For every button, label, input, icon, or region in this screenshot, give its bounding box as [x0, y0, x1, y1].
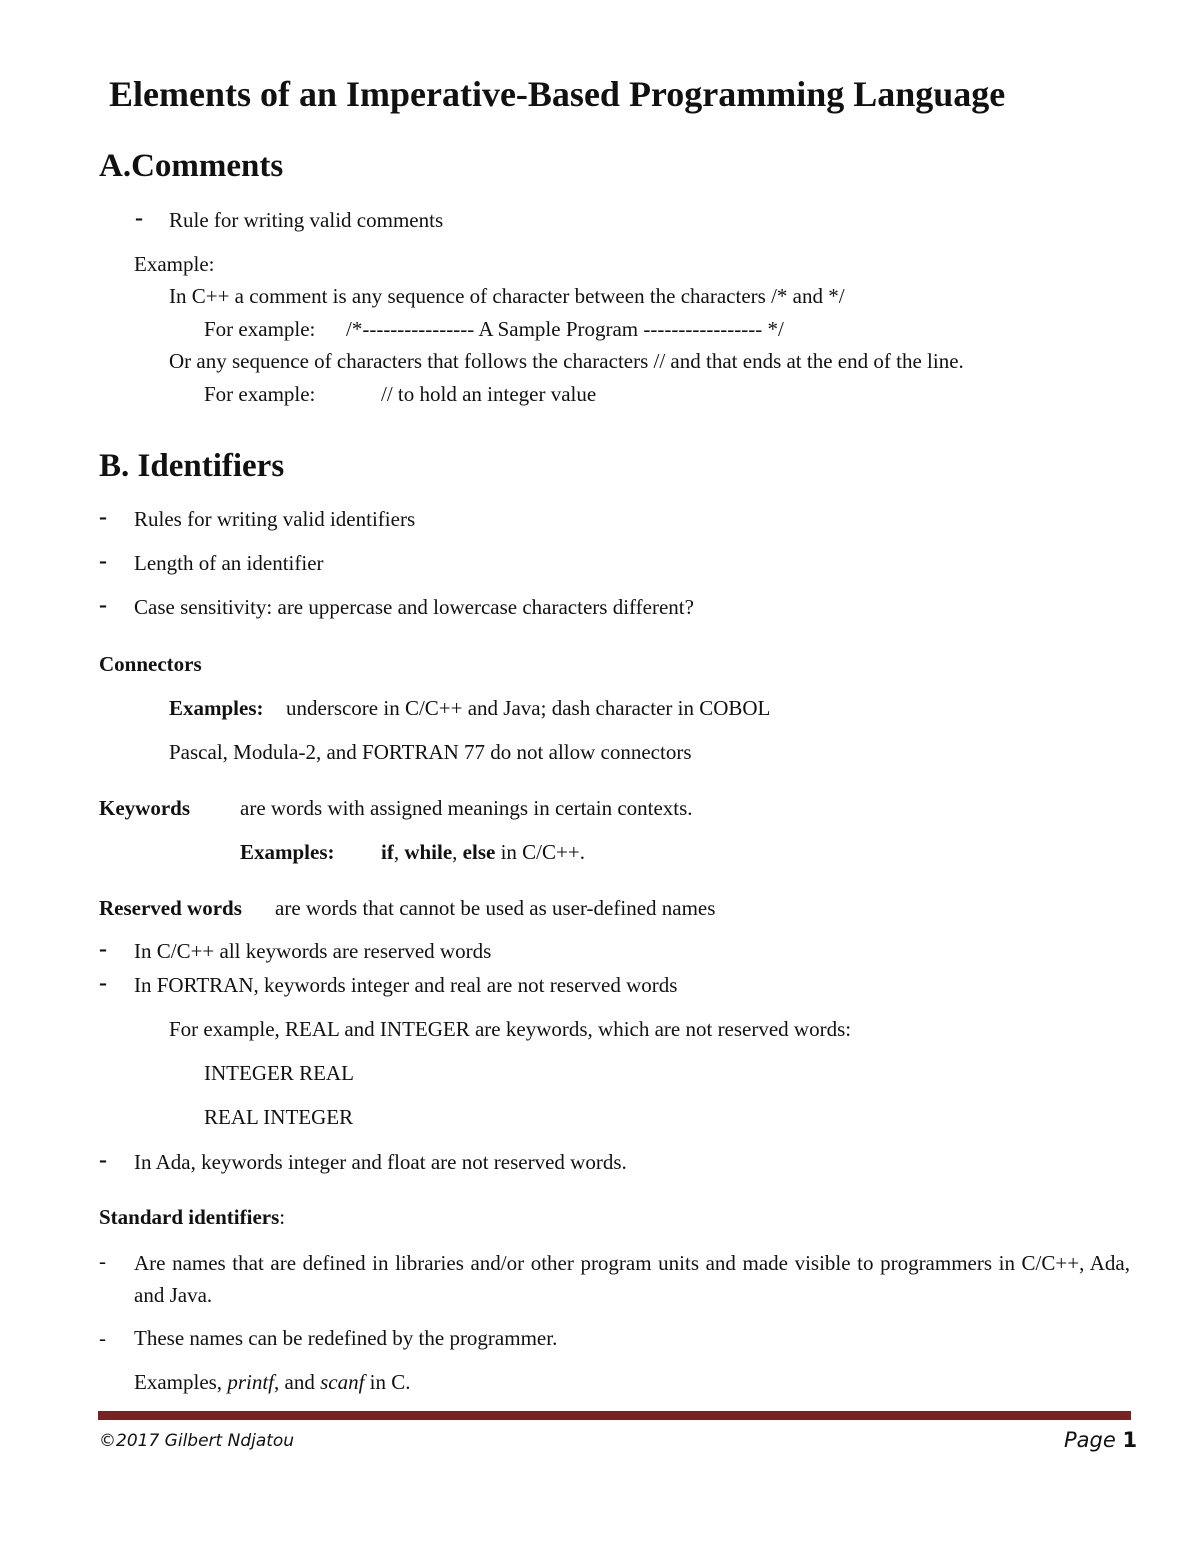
examples-prefix: Examples,: [134, 1370, 228, 1394]
code-line: REAL INTEGER: [204, 1105, 354, 1129]
code-line: INTEGER REAL: [204, 1061, 354, 1085]
connectors-label: Connectors: [99, 652, 202, 676]
footer-rule: [98, 1411, 1131, 1420]
examples-suffix: in C.: [364, 1370, 411, 1394]
reserved-words-label: Reserved words: [99, 896, 242, 920]
keyword-if: if: [381, 840, 394, 864]
standard-identifiers-label: Standard identifiers: [99, 1205, 280, 1229]
page-label: Page: [1064, 1428, 1116, 1452]
keyword-else: else: [462, 840, 496, 864]
standard-bullet: These names can be redefined by the programmer.: [134, 1326, 558, 1350]
bullet-dash: -: [99, 504, 107, 530]
comments-rule-item: Rule for writing valid comments: [169, 208, 444, 232]
colon: :: [279, 1205, 286, 1229]
connectors-note: Pascal, Modula-2, and FORTRAN 77 do not allow connectors: [169, 740, 692, 764]
identifier-bullet: Case sensitivity: are uppercase and lowercase characters different?: [134, 595, 694, 619]
keywords-suffix: in C/C++.: [500, 840, 585, 864]
standard-bullet: Are names that are defined in libraries and/or other program units and made visible to programmers in C/C++, Ada, and Java.: [134, 1251, 1130, 1307]
page-number: 1: [1122, 1428, 1138, 1452]
example-label: For example:: [204, 317, 316, 341]
comment-rule-line1: In C++ a comment is any sequence of character between the characters /* and */: [169, 284, 845, 308]
section-a-heading: A.Comments: [99, 148, 284, 184]
connectors-examples: underscore in C/C++ and Java; dash character in COBOL: [286, 696, 771, 720]
identifier-bullet: Rules for writing valid identifiers: [134, 507, 416, 531]
reserved-words-definition: are words that cannot be used as user-defined names: [275, 896, 716, 920]
function-printf: printf: [227, 1370, 274, 1394]
comment-example-value: /*---------------- A Sample Program ----------------- */: [346, 317, 784, 341]
identifier-bullet: Length of an identifier: [134, 551, 324, 575]
bullet-dash: -: [99, 1147, 107, 1173]
bullet-dash: -: [99, 548, 107, 574]
section-b-heading: B. Identifiers: [99, 448, 285, 484]
separator: ,: [393, 840, 400, 864]
comment-rule-line2: Or any sequence of characters that follows the characters // and that ends at the end of the line.: [169, 349, 964, 373]
document-title: Elements of an Imperative-Based Programming Language: [109, 74, 1006, 114]
footer-copyright: ©2017 Gilbert Ndjatou: [99, 1431, 295, 1451]
examples-mid: , and: [274, 1370, 321, 1394]
function-scanf: scanf: [320, 1370, 365, 1394]
standard-identifiers-heading: [99, 1205, 285, 1230]
bullet-dash: -: [99, 970, 107, 996]
bullet-dash: -: [99, 592, 107, 618]
reserved-example: For example, REAL and INTEGER are keywords, which are not reserved words:: [169, 1017, 852, 1041]
examples-label: Examples:: [240, 840, 335, 864]
bullet-dash: -: [99, 1249, 106, 1273]
keywords-definition: are words with assigned meanings in certain contexts.: [240, 796, 693, 820]
examples-label: Examples:: [169, 696, 264, 720]
bullet-dash: -: [135, 205, 143, 231]
standard-examples: [134, 1370, 411, 1395]
example-label: Example:: [134, 252, 215, 276]
comment-example-value: // to hold an integer value: [381, 382, 597, 406]
keywords-label: Keywords: [99, 796, 190, 820]
example-label: For example:: [204, 382, 316, 406]
bullet-dash: -: [99, 936, 107, 962]
reserved-bullet: In Ada, keywords integer and float are not reserved words.: [134, 1150, 627, 1174]
bullet-dash: -: [99, 1326, 106, 1350]
separator: ,: [452, 840, 458, 864]
reserved-bullet: In C/C++ all keywords are reserved words: [134, 939, 492, 963]
reserved-bullet: In FORTRAN, keywords integer and real are not reserved words: [134, 973, 678, 997]
keyword-while: while: [404, 840, 453, 864]
keywords-examples: [381, 840, 585, 865]
footer-page-number: [1064, 1428, 1137, 1452]
